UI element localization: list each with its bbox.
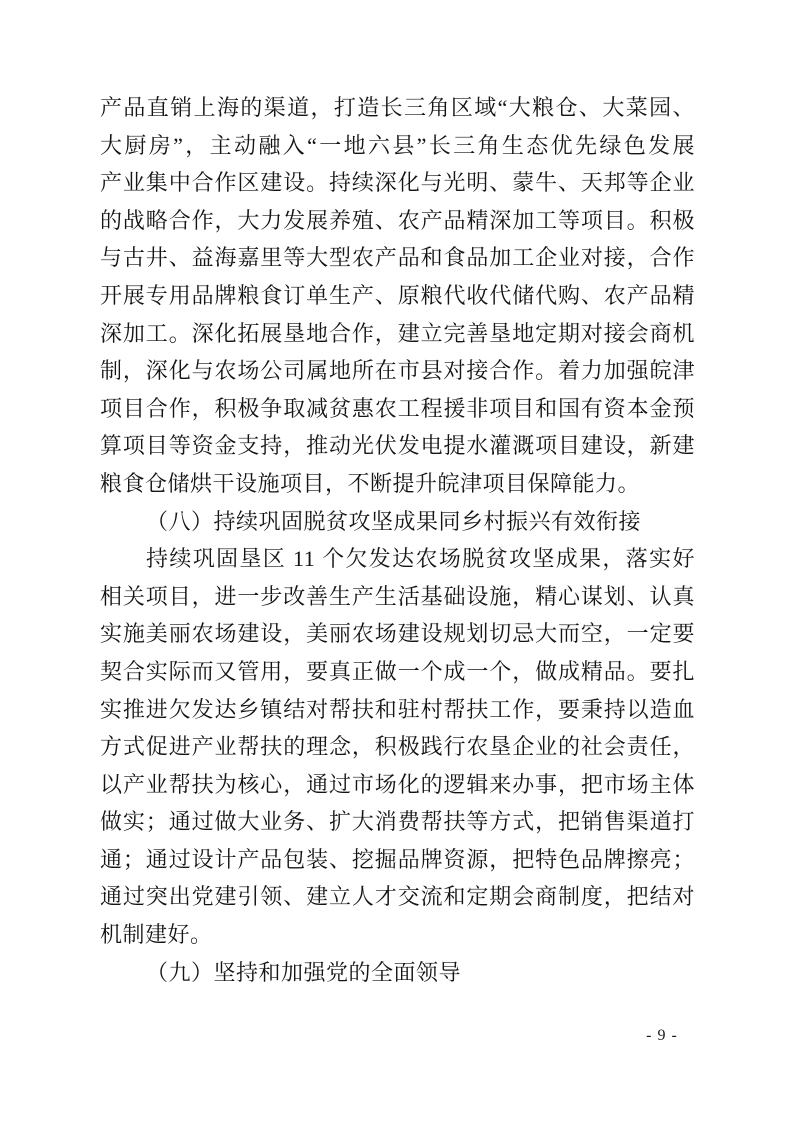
- body-line: 实推进欠发达乡镇结对帮扶和驻村帮扶工作，要秉持以造血: [100, 696, 695, 722]
- page-number: - 9 -: [646, 1027, 678, 1044]
- body-line: 的战略合作，大力发展养殖、农产品精深加工等项目。积极: [100, 207, 695, 233]
- body-line: 通过突出党建引领、建立人才交流和定期会商制度，把结对: [100, 884, 695, 910]
- body-line: 持续巩固垦区 11 个欠发达农场脱贫攻坚成果，落实好: [146, 546, 695, 572]
- section-heading-9: （九）坚持和加强党的全面领导: [146, 959, 462, 985]
- body-line: 做实；通过做大业务、扩大消费帮扶等方式，把销售渠道打: [100, 809, 695, 835]
- body-line: 开展专用品牌粮食订单生产、原粮代收代储代购、农产品精: [100, 282, 695, 308]
- body-line: 契合实际而又管用，要真正做一个成一个，做成精品。要扎: [100, 658, 695, 684]
- body-line: 产品直销上海的渠道，打造长三角区域“大粮仓、大菜园、: [100, 95, 695, 120]
- document-text: [100, 89, 695, 991]
- body-line: 深加工。深化拓展垦地合作，建立完善垦地定期对接会商机: [100, 320, 695, 346]
- paragraph-end-line: 机制建好。: [100, 922, 213, 948]
- body-line: 产业集中合作区建设。持续深化与光明、蒙牛、天邦等企业: [100, 170, 695, 196]
- paragraph-end-line: 粮食仓储烘干设施项目，不断提升皖津项目保障能力。: [100, 470, 641, 496]
- section-heading-8: （八）持续巩固脱贫攻坚成果同乡村振兴有效衔接: [146, 508, 642, 534]
- body-line: 项目合作，积极争取减贫惠农工程援非项目和国有资本金预: [100, 395, 695, 421]
- body-line: 通；通过设计产品包装、挖掘品牌资源，把特色品牌擦亮；: [100, 846, 695, 872]
- body-line: 相关项目，进一步改善生产生活基础设施，精心谋划、认真: [100, 583, 695, 609]
- body-line: 与古井、益海嘉里等大型农产品和食品加工企业对接，合作: [100, 245, 695, 271]
- body-line: 实施美丽农场建设，美丽农场建设规划切忌大而空，一定要: [100, 621, 695, 647]
- body-line: 算项目等资金支持，推动光伏发电提水灌溉项目建设，新建: [100, 433, 695, 459]
- body-line: 以产业帮扶为核心，通过市场化的逻辑来办事，把市场主体: [100, 771, 695, 797]
- body-line: 制，深化与农场公司属地所在市县对接合作。着力加强皖津: [100, 358, 695, 384]
- body-line: 方式促进产业帮扶的理念，积极践行农垦企业的社会责任，: [100, 734, 695, 760]
- body-line: 大厨房”，主动融入“一地六县”长三角生态优先绿色发展: [100, 132, 695, 158]
